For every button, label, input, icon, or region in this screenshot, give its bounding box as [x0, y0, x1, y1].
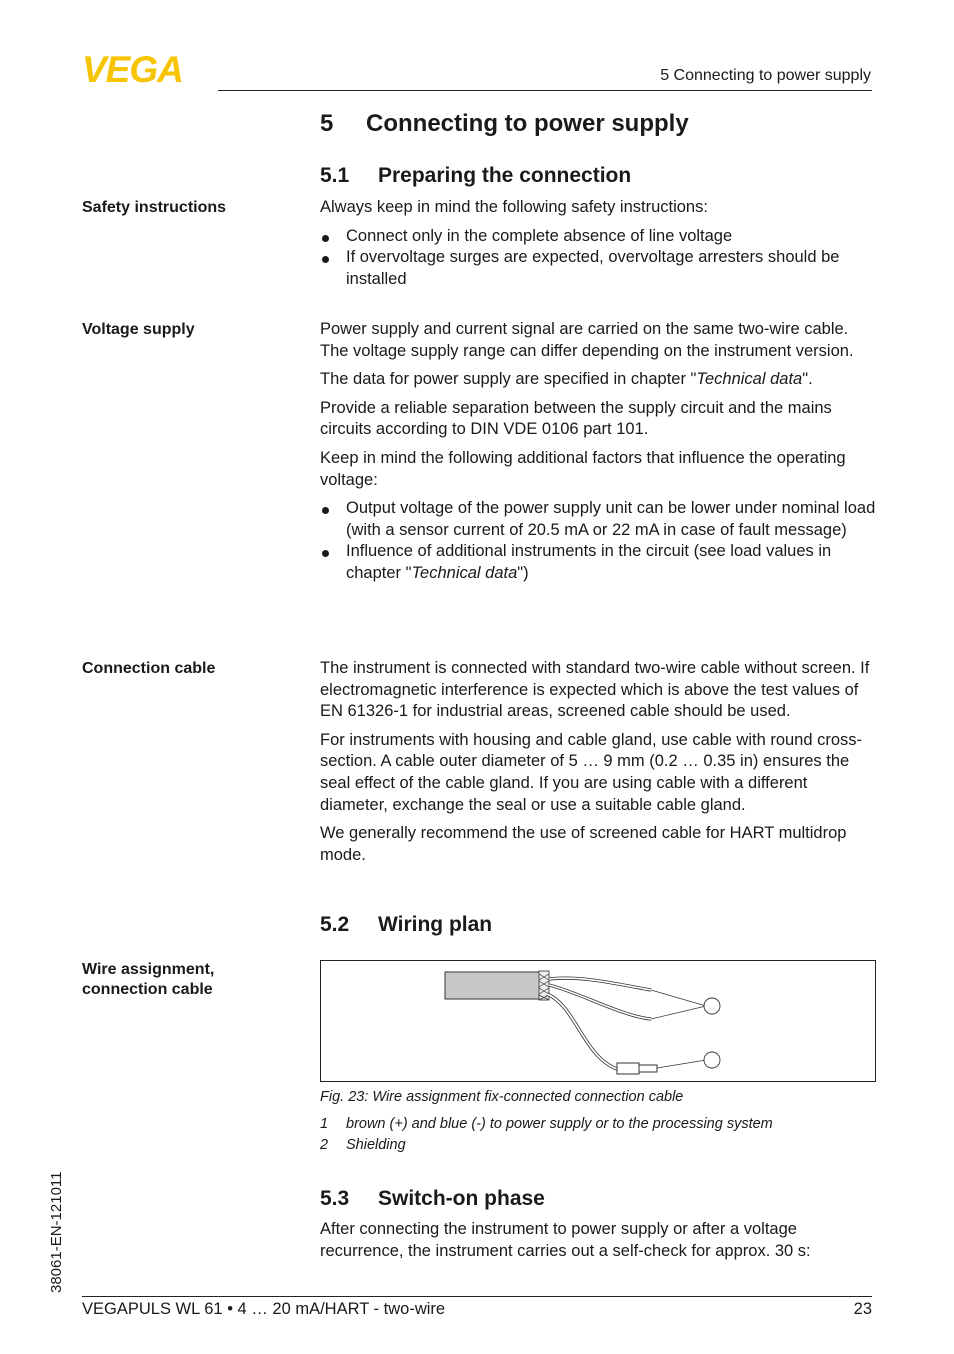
bullet-icon — [322, 507, 329, 514]
callout-circle-1 — [704, 998, 720, 1014]
cable-p2: For instruments with housing and cable gland, use cable with round cross-section. A cable outer diameter of 5 … 9 mm (0.2 … 0.35 in) ensures the seal effect of the cable gland. If you are using cable with a different diameter, exchange the seal or use a suitable cable gland. — [320, 730, 863, 814]
bullet-icon — [322, 550, 329, 557]
vega-logo — [82, 52, 212, 84]
section-number: 5.1 — [320, 164, 350, 187]
callout-circle-2 — [704, 1052, 720, 1068]
document-id — [46, 1143, 66, 1293]
chapter-title — [320, 110, 689, 138]
safety-intro: Always keep in mind the following safety instructions: — [320, 198, 708, 216]
section-title: Wiring plan — [378, 913, 493, 936]
voltage-p4: Keep in mind the following additional factors that influence the operating voltage: — [320, 448, 846, 489]
side-label-safety: Safety instructions — [82, 199, 227, 216]
footer-divider — [82, 1296, 872, 1297]
voltage-p1: Power supply and current signal are carried on the same two-wire cable. The voltage supply range can differ depending on the instrument version. — [320, 320, 854, 360]
list-item: Connect only in the complete absence of line voltage — [320, 226, 878, 248]
side-label-voltage: Voltage supply — [82, 321, 195, 338]
section-number: 5.2 — [320, 913, 350, 936]
figure-legend — [320, 1114, 773, 1155]
footer-product: VEGAPULS WL 61 • 4 … 20 mA/HART - two-wire — [82, 1300, 446, 1318]
section-heading-5-3 — [320, 1187, 545, 1211]
bullet-icon — [322, 235, 329, 242]
side-label-cable: Connection cable — [82, 660, 216, 677]
running-title: 5 Connecting to power supply — [660, 67, 871, 84]
legend-item: 1 brown (+) and blue (-) to power supply or to the processing system — [320, 1116, 773, 1132]
figure-caption: Fig. 23: Wire assignment fix-connected connection cable — [320, 1089, 684, 1105]
ferrule — [617, 1063, 639, 1074]
list-item: Influence of additional instruments in the circuit (see load values in chapter "Technical data") — [320, 541, 878, 584]
svg-text:38061-EN-121011: 38061-EN-121011 — [48, 1171, 65, 1293]
section-heading-5-1 — [320, 164, 631, 188]
switch-on-p1: After connecting the instrument to power supply or after a voltage recurrence, the instrument carries out a self-check for approx. 30 s: — [320, 1220, 811, 1260]
voltage-block — [320, 319, 878, 592]
section-title: Switch-on phase — [378, 1187, 545, 1210]
cable-block — [320, 658, 878, 873]
section-heading-5-2 — [320, 913, 492, 937]
voltage-p3: Provide a reliable separation between the supply circuit and the mains circuits according to DIN VDE 0106 part 101. — [320, 398, 832, 439]
section-number: 5.3 — [320, 1187, 350, 1210]
safety-list — [320, 226, 878, 291]
list-item: If overvoltage surges are expected, overvoltage arresters should be installed — [320, 247, 878, 290]
switch-on-block — [320, 1219, 878, 1269]
legend-item: 2 Shielding — [320, 1136, 406, 1153]
cable-p3: We generally recommend the use of screened cable for HART multidrop mode. — [320, 824, 847, 864]
wiring-diagram — [321, 961, 875, 1081]
callout-line-1 — [651, 990, 706, 1006]
cable-sheath — [445, 972, 541, 999]
voltage-p2: The data for power supply are specified in chapter "Technical data". — [320, 370, 813, 389]
chapter-title-text: Connecting to power supply — [366, 110, 689, 137]
list-item: Output voltage of the power supply unit can be lower under nominal load (with a sensor current of 20.5 mA or 22 mA in case of fault message) — [320, 498, 878, 541]
voltage-factors-list — [320, 498, 878, 584]
wiring-figure — [320, 960, 876, 1082]
page-number: 23 — [853, 1300, 872, 1318]
chapter-number: 5 — [320, 110, 334, 137]
bullet-icon — [322, 256, 329, 263]
callout-line-2 — [657, 1060, 706, 1068]
logo-text: VEGA — [82, 52, 183, 84]
side-label-wire-assignment: Wire assignment, connection cable — [82, 961, 215, 998]
header-divider — [218, 90, 872, 91]
safety-block — [320, 197, 878, 297]
cable-p1: The instrument is connected with standard two-wire cable without screen. If electromagnetic interference is expected which is above the test values of EN 61326-1 for industrial areas, screened cable should be used. — [320, 659, 870, 721]
section-title: Preparing the connection — [378, 164, 632, 187]
